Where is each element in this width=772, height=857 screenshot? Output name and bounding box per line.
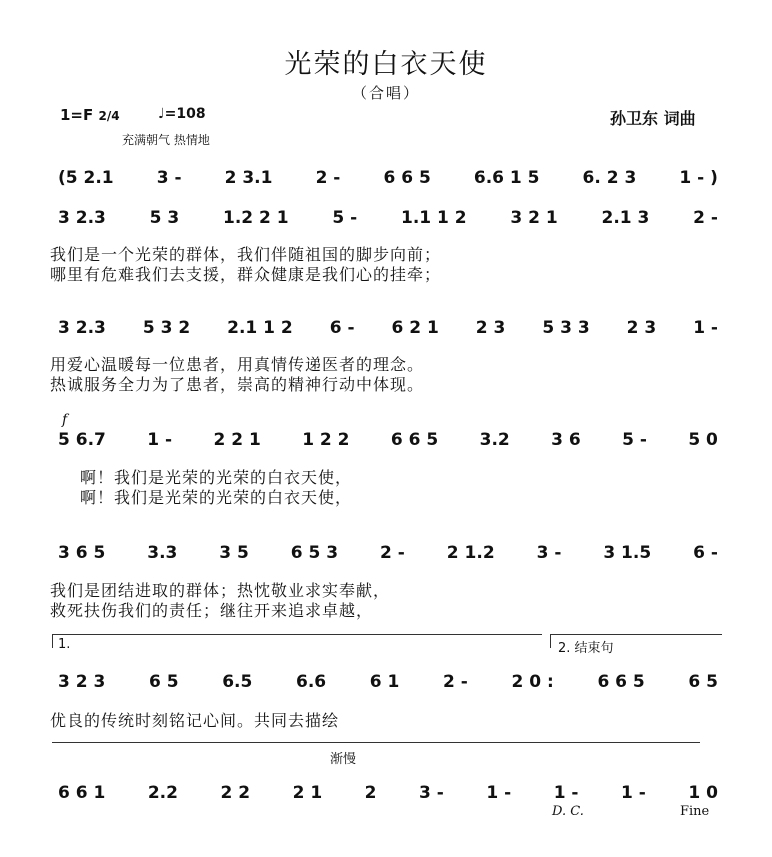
measure: 3 - — [536, 543, 562, 563]
measure: 3 2.3 — [58, 318, 106, 338]
lyric-verse-1: 优良的传统时刻铭记心间。共同去描绘 — [50, 711, 340, 730]
measure: 6 - — [693, 543, 718, 563]
measure: 6 1 — [369, 672, 400, 692]
fine-marking: Fine — [680, 804, 710, 819]
measure: 2 0 : — [511, 672, 554, 692]
measure: 3 - — [156, 168, 182, 188]
measure: 2 - — [315, 168, 341, 188]
lyric-verse-2: 哪里有危难我们去支援，群众健康是我们心的挂牵； — [50, 265, 442, 284]
notation-row-2 — [58, 208, 718, 228]
notation-row-1 — [58, 168, 718, 188]
measure: 3 6 — [551, 430, 581, 450]
measure: 3 - — [419, 783, 444, 803]
measure: 2.2 — [147, 783, 178, 803]
measure: 5 3 3 — [542, 318, 590, 338]
measure: 6.6 1 5 — [473, 168, 540, 188]
second-ending-label: 2. 结束句 — [558, 641, 614, 656]
tempo-marking: ♩=108 — [158, 106, 206, 122]
measure: 5 3 2 — [142, 318, 191, 338]
measure: 2 1.2 — [446, 543, 495, 563]
lyric-verse-1: 我们是团结进取的群体；热忱敬业求实奉献， — [50, 581, 391, 600]
lyric-verse-1: 啊！我们是光荣的光荣的白衣天使， — [80, 468, 353, 487]
notation-row-3 — [58, 318, 718, 338]
measure: (5 2.1 — [58, 168, 114, 188]
measure: 6. 2 3 — [582, 168, 637, 188]
lyric-verse-2: 热诚服务全力为了患者，崇高的精神行动中体现。 — [50, 375, 425, 394]
measure: 3 2.3 — [58, 208, 106, 228]
expression-marking: 充满朝气 热情地 — [122, 133, 210, 147]
measure: 3 1.5 — [603, 543, 652, 563]
first-ending-bracket — [52, 634, 542, 635]
ritardando-label: 渐慢 — [330, 752, 357, 767]
measure: 1 - — [553, 783, 579, 803]
lyric-verse-2: 救死扶伤我们的责任；继往开来追求卓越， — [50, 601, 374, 620]
notation-row-6 — [58, 672, 718, 692]
measure: 5 - — [332, 208, 358, 228]
notation-row-5 — [58, 543, 718, 563]
measure: 6 6 5 — [597, 672, 645, 692]
measure: 1.1 1 2 — [401, 208, 467, 228]
measure: 2.1 1 2 — [227, 318, 293, 338]
measure: 6 5 3 — [290, 543, 339, 563]
measure: 1 0 — [688, 783, 718, 803]
measure: 1.2 2 1 — [223, 208, 289, 228]
measure: 2 2 1 — [213, 430, 261, 450]
measure: 3 6 5 — [58, 543, 106, 563]
measure: 3.2 — [479, 430, 510, 450]
measure: 6 2 1 — [391, 318, 439, 338]
measure: 2.1 3 — [601, 208, 650, 228]
composer-credit: 孙卫东 词曲 — [610, 109, 696, 128]
measure: 1 - ) — [679, 168, 718, 188]
measure: 3.3 — [147, 543, 178, 563]
ritardando-line — [52, 742, 700, 743]
measure: 2 - — [693, 208, 718, 228]
measure: 2 1 — [292, 783, 323, 803]
measure: 1 - — [486, 783, 512, 803]
measure: 5 0 — [688, 430, 718, 450]
measure: 5 6.7 — [58, 430, 106, 450]
measure: 2 2 — [220, 783, 251, 803]
measure: 6.6 — [296, 672, 327, 692]
measure: 1 - — [621, 783, 646, 803]
first-ending-bracket-edge — [52, 634, 53, 648]
second-ending-bracket-edge — [550, 634, 551, 648]
measure: 6 6 5 — [383, 168, 431, 188]
measure: 2 — [364, 783, 377, 803]
measure: 6 5 — [688, 672, 718, 692]
song-subtitle: （合唱） — [351, 84, 420, 102]
measure: 1 - — [693, 318, 718, 338]
measure: 6 6 1 — [58, 783, 106, 803]
measure: 2 3 — [626, 318, 657, 338]
measure: 3 2 3 — [58, 672, 106, 692]
first-ending-label: 1. — [58, 637, 71, 652]
measure: 5 - — [622, 430, 647, 450]
measure: 2 - — [443, 672, 468, 692]
measure: 1 2 2 — [302, 430, 350, 450]
lyric-verse-2: 啊！我们是光荣的光荣的白衣天使， — [80, 488, 353, 507]
measure: 3 5 — [219, 543, 249, 563]
dynamic-forte: f — [62, 412, 68, 428]
measure: 3 2 1 — [510, 208, 558, 228]
key-signature: 1=F 2/4 — [60, 106, 120, 124]
lyric-verse-1: 用爱心温暖每一位患者，用真情传递医者的理念。 — [50, 355, 425, 374]
measure: 1 - — [147, 430, 173, 450]
measure: 6 5 — [148, 672, 179, 692]
notation-row-4 — [58, 430, 718, 450]
time-signature: 2/4 — [98, 109, 120, 123]
song-title: 光荣的白衣天使 — [284, 49, 488, 80]
measure: 2 3 — [475, 318, 506, 338]
measure: 2 3.1 — [224, 168, 273, 188]
dc-marking: D. C. — [552, 804, 584, 819]
measure: 6.5 — [222, 672, 253, 692]
notation-row-7 — [58, 783, 718, 803]
second-ending-bracket — [550, 634, 722, 635]
measure: 6 6 5 — [390, 430, 439, 450]
measure: 6 - — [329, 318, 355, 338]
measure: 5 3 — [149, 208, 180, 228]
lyric-verse-1: 我们是一个光荣的群体，我们伴随祖国的脚步向前； — [50, 245, 442, 264]
measure: 2 - — [380, 543, 405, 563]
